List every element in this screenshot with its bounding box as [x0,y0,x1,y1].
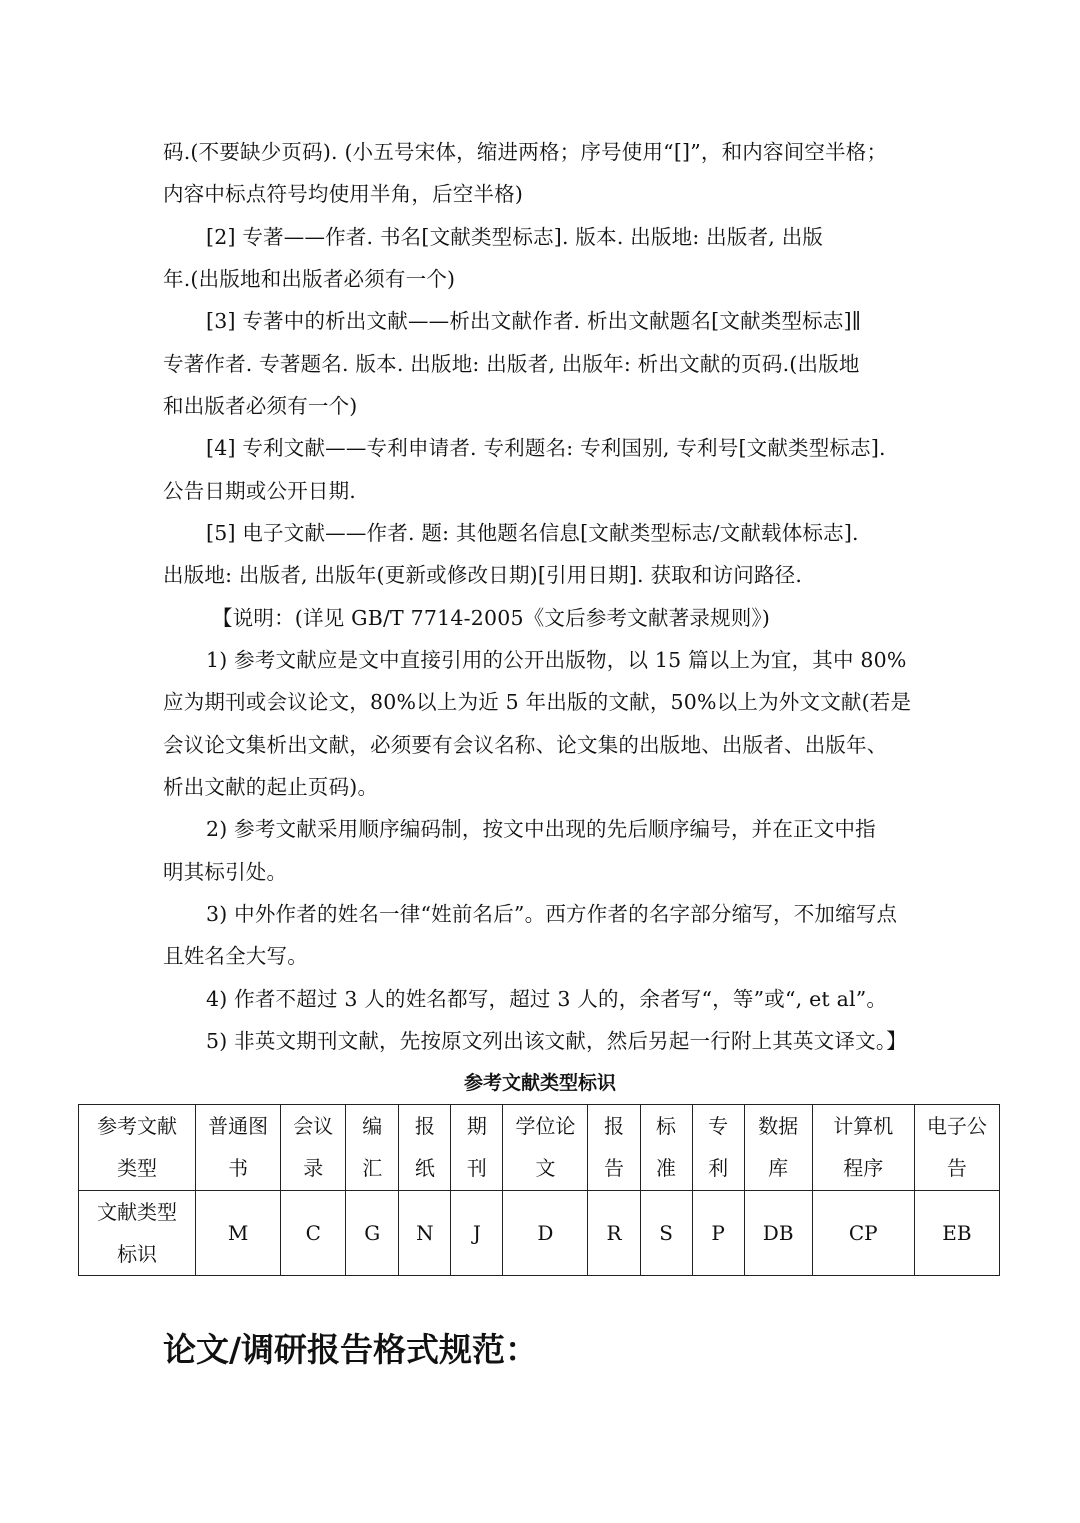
note-heading: 【说明：(详见 GB/T 7714-2005《文后参考文献著录规则》) [212,606,771,630]
note-item-2: 2) 参考文献采用顺序编码制，按文中出现的先后顺序编号，并在正文中指 [206,817,876,841]
code-cell: J [451,1190,503,1276]
code-cell: EB [914,1190,999,1276]
reference-item-4: [4] 专利文献——专利申请者. 专利题名: 专利国别, 专利号[文献类型标志]. [206,436,886,460]
header-cell: 专 利 [692,1105,744,1191]
body-line: 且姓名全大写。 [163,944,308,968]
header-cell: 普通图 书 [196,1105,281,1191]
header-cell: 会议 录 [281,1105,346,1191]
code-cell: S [640,1190,692,1276]
code-cell: M [196,1190,281,1276]
body-line: 公告日期或公开日期. [163,479,357,503]
code-cell: R [588,1190,640,1276]
header-cell: 参考文献 类型 [79,1105,196,1191]
body-line: 年.(出版地和出版者必须有一个) [163,267,456,291]
reference-item-5: [5] 电子文献——作者. 题: 其他题名信息[文献类型标志/文献载体标志]. [206,521,859,545]
header-cell: 学位论 文 [503,1105,588,1191]
reference-type-table [78,1104,1000,1276]
row-label-cell: 文献类型 标识 [79,1190,196,1276]
body-line: 和出版者必须有一个) [163,394,358,418]
body-line: 专著作者. 专著题名. 版本. 出版地: 出版者, 出版年: 析出文献的页码.(出版地 [163,352,860,376]
body-line: 析出文献的起止页码)。 [163,775,379,799]
code-cell: C [281,1190,346,1276]
note-item-3: 3) 中外作者的姓名一律“姓前名后”。西方作者的名字部分缩写，不加缩写点 [206,902,898,926]
body-line: 会议论文集析出文献，必须要有会议名称、论文集的出版地、出版者、出版年、 [163,733,888,757]
body-line: 码.(不要缺少页码). (小五号宋体，缩进两格；序号使用“[]”，和内容间空半格； [163,140,888,164]
header-cell: 计算机 程序 [812,1105,914,1191]
reference-item-3: [3] 专著中的析出文献——析出文献作者. 析出文献题名[文献类型标志]∥ [206,309,862,333]
body-line: 内容中标点符号均使用半角，后空半格) [163,182,524,206]
note-item-1: 1) 参考文献应是文中直接引用的公开出版物，以 15 篇以上为宜，其中 80% [206,648,907,672]
header-cell: 编 汇 [346,1105,399,1191]
table-caption: 参考文献类型标识 [463,1072,616,1094]
code-cell: P [692,1190,744,1276]
note-item-5: 5) 非英文期刊文献，先按原文列出该文献，然后另起一行附上其英文译文。】 [206,1029,908,1053]
header-cell: 数据 库 [744,1105,812,1191]
header-cell: 标 准 [640,1105,692,1191]
header-cell: 电子公 告 [914,1105,999,1191]
body-line: 应为期刊或会议论文，80%以上为近 5 年出版的文献，50%以上为外文文献(若是 [163,690,912,714]
code-cell: CP [812,1190,914,1276]
note-item-4: 4) 作者不超过 3 人的姓名都写，超过 3 人的，余者写“，等”或“, et al”。 [206,987,888,1011]
body-line: 明其标引处。 [163,860,288,884]
reference-item-2: [2] 专著——作者. 书名[文献类型标志]. 版本. 出版地: 出版者, 出版 [206,225,824,249]
code-cell: DB [744,1190,812,1276]
code-cell: D [503,1190,588,1276]
section-heading: 论文/调研报告格式规范： [163,1330,539,1369]
header-cell: 报 纸 [399,1105,451,1191]
code-cell: G [346,1190,399,1276]
body-line: 出版地: 出版者, 出版年(更新或修改日期)[引用日期]. 获取和访问路径. [163,563,803,587]
code-cell: N [399,1190,451,1276]
table-header-row [79,1105,1000,1191]
header-cell: 报 告 [588,1105,640,1191]
header-cell: 期 刊 [451,1105,503,1191]
table-code-row [79,1190,1000,1276]
